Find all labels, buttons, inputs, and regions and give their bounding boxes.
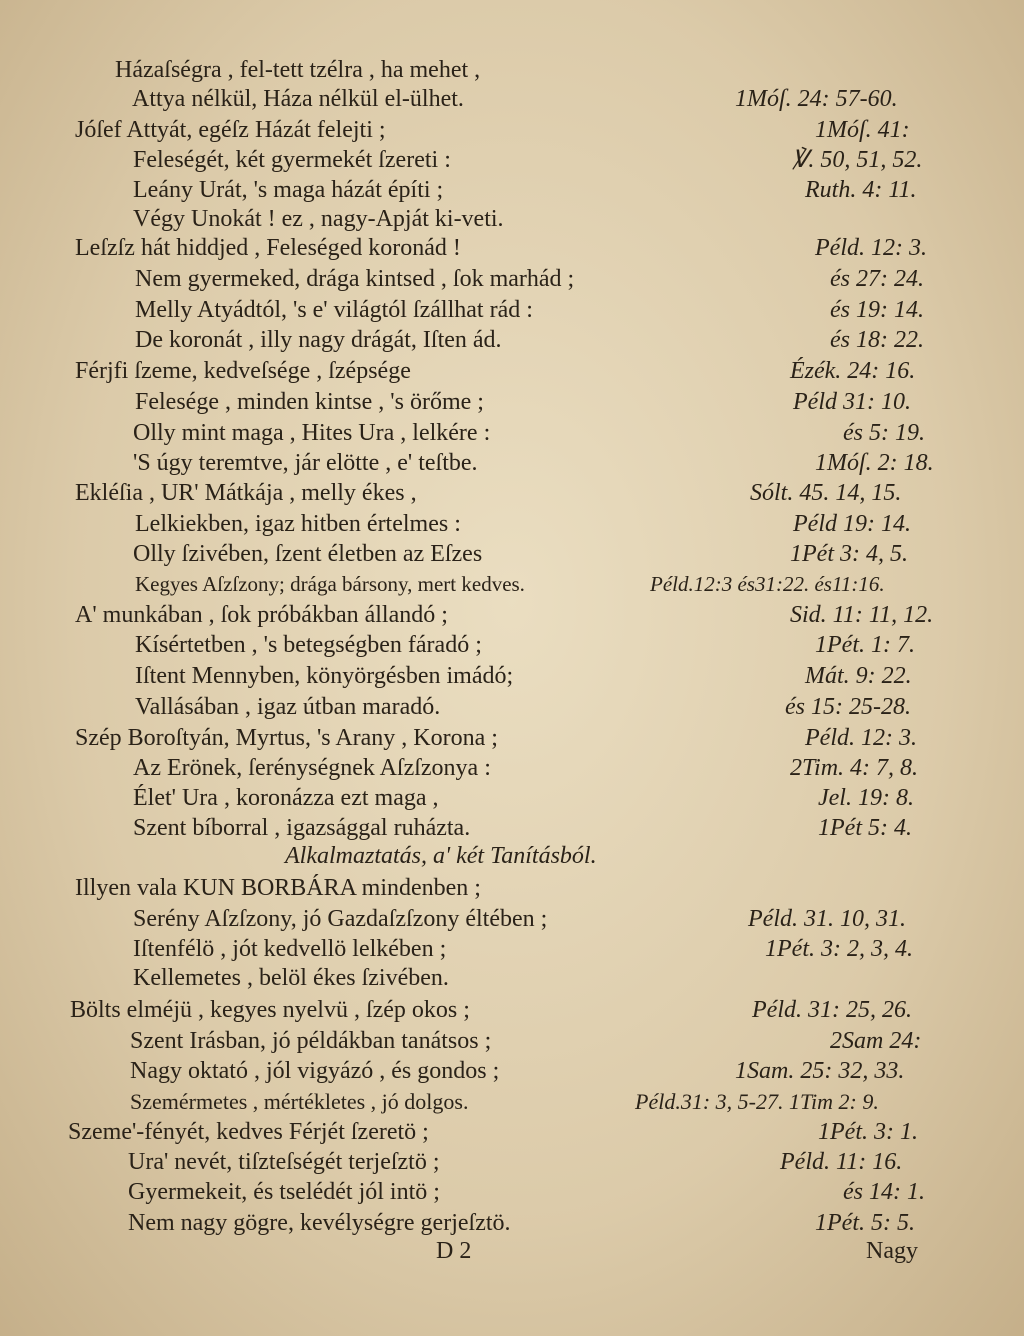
verse-text: Házaſségra , fel-tett tzélra , ha mehet , [115,57,481,83]
verse-text: Férjfi ſzeme, kedveſsége , ſzépsége [75,358,411,384]
verse-text: Nem nagy gögre, kevélységre gerjeſztö. [128,1210,511,1236]
verse-text: Leány Urát, 's maga házát építi ; [133,177,444,203]
verse-text: Ekléſia , UR' Mátkája , melly ékes , [75,480,417,506]
scripture-reference: 1Pét. 3: 2, 3, 4. [765,936,913,962]
scripture-reference: 1Sam. 25: 32, 33. [735,1058,905,1084]
verse-line [0,84,1024,114]
verse-line [0,873,1024,903]
verse-line [0,264,1024,294]
verse-line [0,448,1024,478]
verse-line [0,1056,1024,1086]
verse-line [0,661,1024,691]
verse-text: Szeme'-fényét, kedves Férjét ſzeretö ; [68,1119,429,1145]
scripture-reference: és 27: 24. [830,266,924,292]
scripture-reference: Péld.31: 3, 5-27. 1Tim 2: 9. [635,1089,879,1114]
verse-text: Szép Boroſtyán, Myrtus, 's Arany , Korona ; [75,725,498,751]
verse-text: Kísértetben , 's betegségben fáradó ; [135,632,482,658]
scripture-reference: ℣. 50, 51, 52. [792,147,923,173]
verse-line [0,1177,1024,1207]
scripture-reference: Jel. 19: 8. [818,785,914,811]
verse-text: 'S úgy teremtve, jár elötte , e' teſtbe. [133,450,478,476]
scripture-reference: Péld 31: 10. [793,389,911,415]
scripture-reference: Ruth. 4: 11. [805,177,917,203]
verse-text: Gyermekeit, és tselédét jól intö ; [128,1179,440,1205]
scripture-reference: 1Móſ. 41: [815,117,910,143]
verse-text: Iſtent Mennyben, könyörgésben imádó; [135,663,514,689]
scripture-reference: 1Pét 3: 4, 5. [790,541,908,567]
verse-line [0,569,1024,599]
section-heading: Alkalmaztatás, a' két Tanításból. [285,843,597,869]
scripture-reference: 1Pét. 1: 7. [815,632,915,658]
verse-text: Ura' nevét, tiſzteſségét terjeſztö ; [128,1149,440,1175]
scripture-reference: Péld. 12: 3. [805,725,917,751]
verse-text: Szent bíborral , igazsággal ruházta. [133,815,471,841]
verse-line [0,233,1024,263]
verse-text: Az Erönek, ſerénységnek Aſzſzonya : [133,755,491,781]
scripture-reference: és 5: 19. [843,420,925,446]
verse-line [0,963,1024,993]
scripture-reference: 1Móſ. 2: 18. [815,450,934,476]
verse-line [0,630,1024,660]
verse-text: Vallásában , igaz útban maradó. [135,694,441,720]
verse-line [0,418,1024,448]
verse-line [0,783,1024,813]
scripture-reference: Sólt. 45. 14, 15. [750,480,902,506]
verse-text: Lelkiekben, igaz hitben értelmes : [135,511,461,537]
verse-text: Attya nélkül, Háza nélkül el-ülhet. [132,86,464,112]
verse-text: Kegyes Aſzſzony; drága bársony, mert kedves. [135,572,525,596]
verse-text: Szent Irásban, jó példákban tanátsos ; [130,1028,492,1054]
verse-text: Leſzſz hát hiddjed , Feleséged koronád ! [75,235,461,261]
scripture-reference: Péld. 31: 25, 26. [752,997,912,1023]
verse-line [0,175,1024,205]
scripture-reference: Sid. 11: 11, 12. [790,602,934,628]
scripture-reference: 2Tim. 4: 7, 8. [790,755,919,781]
verse-line [0,723,1024,753]
verse-line [0,904,1024,934]
scripture-reference: 1Móſ. 24: 57-60. [735,86,898,112]
scripture-reference: Ézék. 24: 16. [790,358,916,384]
verse-text: Kellemetes , belöl ékes ſzivében. [133,965,449,991]
scripture-reference: 2Sam 24: [830,1028,922,1054]
verse-line [0,600,1024,630]
verse-line [0,934,1024,964]
scripture-reference: 1Pét. 3: 1. [818,1119,918,1145]
verse-line [0,995,1024,1025]
verse-line [0,115,1024,145]
scripture-reference: Péld. 11: 16. [780,1149,903,1175]
verse-text: Felesége , minden kintse , 's örőme ; [135,389,484,415]
verse-line [0,1087,1024,1117]
verse-line [0,1208,1024,1238]
scripture-reference: Péld.12:3 és31:22. és11:16. [650,572,885,596]
verse-text: Végy Unokát ! ez , nagy-Apját ki-veti. [133,206,504,232]
verse-line [0,539,1024,569]
verse-text: Bölts elméjü , kegyes nyelvü , ſzép okos ; [70,997,470,1023]
verse-line [0,145,1024,175]
verse-text: Élet' Ura , koronázza ezt maga , [133,785,439,811]
scripture-reference: 1Pét 5: 4. [818,815,912,841]
scripture-reference: Péld. 12: 3. [815,235,927,261]
scripture-reference: és 18: 22. [830,327,924,353]
scripture-reference: Péld. 31. 10, 31. [748,906,906,932]
verse-line [0,1147,1024,1177]
verse-text: Olly mint maga , Hites Ura , lelkére : [133,420,491,446]
verse-text: Olly ſzivében, ſzent életben az Eſzes [133,541,483,567]
scripture-reference: és 15: 25-28. [785,694,911,720]
verse-line [0,1026,1024,1056]
verse-line [0,1117,1024,1147]
verse-text: A' munkában , ſok próbákban állandó ; [75,602,448,628]
verse-text: Melly Atyádtól, 's e' világtól ſzállhat rád : [135,297,533,323]
signature-mark: D 2 [436,1238,472,1264]
verse-text: Iſtenfélö , jót kedvellö lelkében ; [133,936,447,962]
verse-text: Serény Aſzſzony, jó Gazdaſzſzony éltében ; [133,906,548,932]
verse-line [0,692,1024,722]
verse-line [0,295,1024,325]
verse-line [0,356,1024,386]
verse-text: De koronát , illy nagy drágát, Iſten ád. [135,327,502,353]
verse-line [0,55,1024,85]
scripture-reference: 1Pét. 5: 5. [815,1210,915,1236]
scripture-reference: Mát. 9: 22. [805,663,912,689]
verse-line [0,204,1024,234]
verse-line [0,509,1024,539]
scripture-reference: és 19: 14. [830,297,924,323]
catchword: Nagy [866,1238,918,1264]
verse-line [0,478,1024,508]
scripture-reference: és 14: 1. [843,1179,925,1205]
verse-text: Illyen vala KUN BORBÁRA mindenben ; [75,875,481,901]
verse-line [0,753,1024,783]
verse-line [0,813,1024,843]
verse-text: Jóſef Attyát, egéſz Házát felejti ; [75,117,386,143]
verse-text: Szemérmetes , mértékletes , jó dolgos. [130,1089,469,1114]
verse-text: Nagy oktató , jól vigyázó , és gondos ; [130,1058,500,1084]
verse-line [0,325,1024,355]
verse-text: Feleségét, két gyermekét ſzereti : [133,147,451,173]
verse-line [0,387,1024,417]
scripture-reference: Péld 19: 14. [793,511,911,537]
verse-text: Nem gyermeked, drága kintsed , ſok marhád ; [135,266,575,292]
